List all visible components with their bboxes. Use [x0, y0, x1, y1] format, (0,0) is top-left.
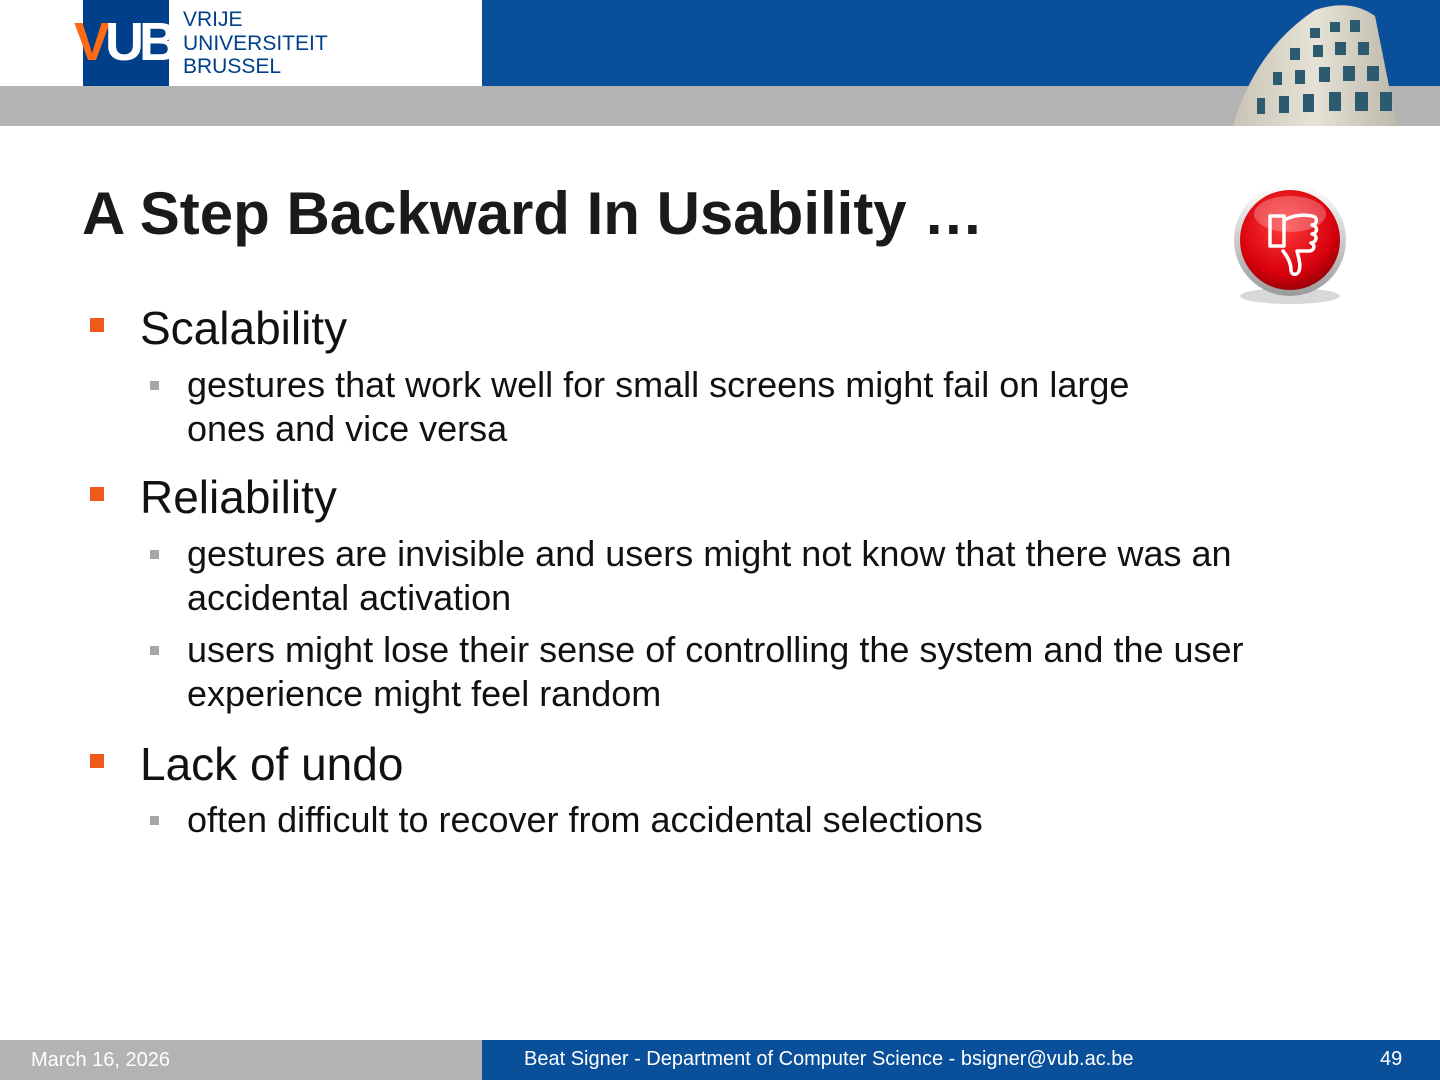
university-name-line-2: UNIVERSITEIT [183, 31, 328, 55]
header-gray-band [0, 86, 1440, 126]
university-name-line-3: BRUSSEL [183, 55, 282, 78]
vub-logo-v: V [74, 12, 106, 72]
sub-bullet-marker [150, 550, 159, 559]
sub-bullet-marker [150, 381, 159, 390]
slide-title: A Step Backward In Usability … [82, 180, 984, 247]
main-bullet-marker [90, 754, 104, 768]
footer-author: Beat Signer - Department of Computer Science - bsigner@vub.ac.be [524, 1048, 1134, 1070]
building-photo [1225, 0, 1405, 126]
sub-bullet-marker [150, 816, 159, 825]
bullet-lack-of-undo: Lack of undo [140, 738, 404, 790]
sub-bullet-lack-of-undo-1: often difficult to recover from accidental selections [187, 799, 983, 840]
vub-logo [74, 14, 173, 70]
sub-bullet-reliability-2: users might lose their sense of controlling the system and the user experience might feel random [187, 629, 1244, 714]
footer-page-number: 49 [1380, 1048, 1403, 1070]
university-name-line-1: VRIJE [183, 8, 243, 31]
sub-bullet-scalability-1: gestures that work well for small screens might fail on large ones and vice versa [187, 364, 1130, 449]
vub-logo-ub: UB [105, 12, 174, 72]
university-name [183, 8, 328, 79]
sub-bullet-marker [150, 646, 159, 655]
sub-bullet-reliability-1: gestures are invisible and users might not know that there was an accidental activation [187, 533, 1232, 618]
main-bullet-marker [90, 318, 104, 332]
footer-date: March 16, 2026 [31, 1049, 170, 1071]
bullet-reliability: Reliability [140, 471, 337, 523]
bullet-scalability: Scalability [140, 302, 348, 354]
thumbs-down-icon [1232, 180, 1348, 308]
main-bullet-marker [90, 487, 104, 501]
